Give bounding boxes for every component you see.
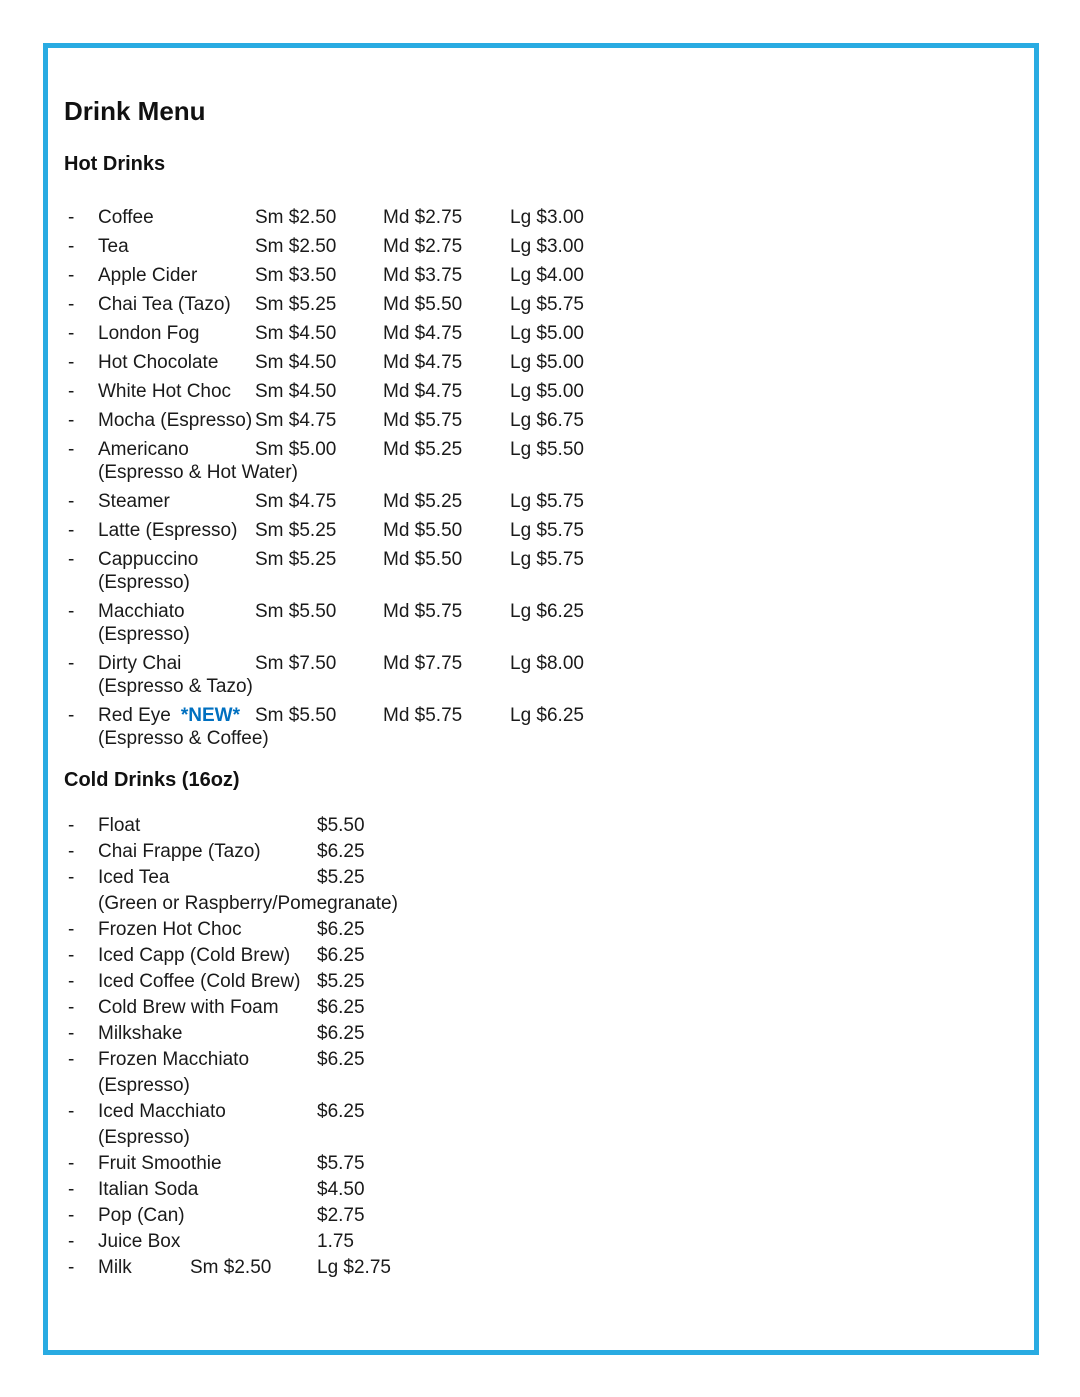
item-name: Milk (98, 1257, 132, 1278)
price-medium: Md $4.75 (383, 381, 463, 402)
menu-item (64, 264, 994, 287)
item-name-cell (98, 943, 317, 969)
item-name: Coffee (98, 207, 154, 228)
bullet-dash: - (68, 815, 75, 836)
bullet-dash: - (68, 841, 75, 862)
item-name: Frozen Hot Choc (98, 919, 242, 940)
price-large: Lg $6.25 (510, 601, 584, 622)
item-note: (Espresso & Tazo) (98, 676, 253, 697)
item-name-cell (98, 519, 255, 542)
item-price: $5.25 (317, 867, 365, 888)
menu-item (64, 206, 994, 229)
page-content (64, 0, 994, 1281)
item-note: (Espresso) (98, 1075, 190, 1096)
item-name-cell (98, 351, 255, 374)
menu-item (64, 600, 994, 646)
menu-item (64, 995, 994, 1021)
price-large: Lg $8.00 (510, 653, 584, 674)
item-name: Iced Macchiato (98, 1101, 226, 1122)
item-name-cell (98, 438, 255, 461)
menu-item-row (64, 1255, 994, 1281)
item-name: London Fog (98, 323, 200, 344)
bullet-dash: - (68, 265, 75, 286)
item-price: $6.25 (317, 945, 365, 966)
section-heading-cold-drinks: Cold Drinks (16oz) (64, 769, 240, 791)
item-name: Italian Soda (98, 1179, 199, 1200)
menu-item (64, 1047, 994, 1099)
item-name-cell (98, 409, 255, 432)
bullet-dash: - (68, 381, 75, 402)
item-name: Cold Brew with Foam (98, 997, 279, 1018)
item-price: $6.25 (317, 1101, 365, 1122)
price-large: Lg $5.00 (510, 381, 584, 402)
menu-item (64, 943, 994, 969)
item-name: Cappuccino (98, 549, 199, 570)
bullet-dash: - (68, 1023, 75, 1044)
item-name: Iced Coffee (Cold Brew) (98, 971, 301, 992)
item-name: Chai Frappe (Tazo) (98, 841, 261, 862)
bullet-dash: - (68, 352, 75, 373)
menu-item (64, 490, 994, 513)
item-name-cell (98, 1021, 317, 1047)
item-name: Iced Capp (Cold Brew) (98, 945, 291, 966)
bullet-dash: - (68, 410, 75, 431)
item-name-cell (98, 839, 317, 865)
item-name: Milkshake (98, 1023, 183, 1044)
price-small: Sm $4.50 (255, 381, 337, 402)
menu-item (64, 351, 994, 374)
menu-item-row (64, 1021, 994, 1047)
menu-item (64, 519, 994, 542)
price-small: Sm $3.50 (255, 265, 337, 286)
menu-item (64, 1255, 994, 1281)
bullet-dash: - (68, 1049, 75, 1070)
menu-item-row (64, 1229, 994, 1255)
item-note: (Green or Raspberry/Pomegranate) (98, 893, 398, 914)
bullet-dash: - (68, 1257, 75, 1278)
price-large: Lg $5.00 (510, 352, 584, 373)
item-name-cell (98, 995, 317, 1021)
price-small: Sm $5.50 (255, 705, 337, 726)
item-price: $2.75 (317, 1205, 365, 1226)
item-name-cell (98, 1203, 317, 1229)
menu-item-row (64, 1203, 994, 1229)
item-name: Fruit Smoothie (98, 1153, 222, 1174)
price-medium: Md $2.75 (383, 207, 463, 228)
item-name: Steamer (98, 491, 170, 512)
item-name: Juice Box (98, 1231, 181, 1252)
menu-item (64, 1151, 994, 1177)
menu-item-row (64, 490, 994, 513)
menu-item-row (64, 652, 994, 675)
price-small: Sm $4.50 (255, 323, 337, 344)
item-note: (Espresso) (98, 572, 190, 593)
menu-item-row (64, 1047, 994, 1073)
price-large: Lg $5.50 (510, 439, 584, 460)
item-name-cell (98, 1047, 317, 1073)
item-name: Latte (Espresso) (98, 520, 238, 541)
item-price: 1.75 (317, 1231, 354, 1252)
price-medium: Md $4.75 (383, 352, 463, 373)
price-medium: Md $5.50 (383, 294, 463, 315)
bullet-dash: - (68, 439, 75, 460)
menu-item (64, 1229, 994, 1255)
item-name-cell (98, 1099, 317, 1125)
item-name-cell (98, 865, 317, 891)
item-name: Apple Cider (98, 265, 198, 286)
menu-item (64, 438, 994, 484)
item-name: Float (98, 815, 141, 836)
menu-item (64, 652, 994, 698)
menu-item (64, 1099, 994, 1151)
item-name-cell (98, 264, 255, 287)
price-large: Lg $2.75 (317, 1257, 391, 1278)
menu-item (64, 380, 994, 403)
item-name: Dirty Chai (98, 653, 182, 674)
item-price: $4.50 (317, 1179, 365, 1200)
item-name-cell (98, 293, 255, 316)
price-large: Lg $5.75 (510, 549, 584, 570)
menu-item (64, 293, 994, 316)
item-name: Chai Tea (Tazo) (98, 294, 231, 315)
price-small: Sm $4.75 (255, 491, 337, 512)
item-note: (Espresso & Coffee) (98, 728, 269, 749)
price-medium: Md $2.75 (383, 236, 463, 257)
menu-item-row (64, 548, 994, 571)
item-name: White Hot Choc (98, 381, 232, 402)
menu-item-row (64, 351, 994, 374)
bullet-dash: - (68, 294, 75, 315)
item-note: (Espresso) (98, 624, 190, 645)
price-small: Sm $4.50 (255, 352, 337, 373)
price-large: Lg $6.25 (510, 705, 584, 726)
price-medium: Md $5.75 (383, 410, 463, 431)
item-name: Hot Chocolate (98, 352, 219, 373)
menu-item (64, 409, 994, 432)
bullet-dash: - (68, 653, 75, 674)
item-name: Red Eye (98, 705, 171, 726)
menu-item-row (64, 1151, 994, 1177)
bullet-dash: - (68, 971, 75, 992)
price-large: Lg $5.75 (510, 491, 584, 512)
price-medium: Md $4.75 (383, 323, 463, 344)
menu-item-row (64, 1099, 994, 1125)
menu-item (64, 704, 994, 750)
price-large: Lg $5.75 (510, 520, 584, 541)
menu-item (64, 969, 994, 995)
page-title: Drink Menu (64, 96, 206, 126)
bullet-dash: - (68, 1231, 75, 1252)
item-name: Mocha (Espresso) (98, 410, 253, 431)
item-name-cell (98, 490, 255, 513)
price-large: Lg $4.00 (510, 265, 584, 286)
item-name-cell (98, 813, 317, 839)
price-small: Sm $5.25 (255, 520, 337, 541)
item-name-cell (98, 1151, 317, 1177)
item-name-cell (98, 704, 255, 727)
menu-item (64, 865, 994, 917)
menu-item-row (64, 917, 994, 943)
price-medium: Md $3.75 (383, 265, 463, 286)
menu-item-row (64, 293, 994, 316)
item-name: Iced Tea (98, 867, 170, 888)
menu-item-row (64, 813, 994, 839)
menu-item (64, 1203, 994, 1229)
item-name: Frozen Macchiato (98, 1049, 250, 1070)
bullet-dash: - (68, 1101, 75, 1122)
item-price: $6.25 (317, 841, 365, 862)
item-price: $5.75 (317, 1153, 365, 1174)
bullet-dash: - (68, 919, 75, 940)
menu-item-row (64, 704, 994, 727)
item-name-cell (98, 1229, 317, 1255)
bullet-dash: - (68, 1153, 75, 1174)
menu-item-row (64, 943, 994, 969)
menu-item-row (64, 235, 994, 258)
menu-item-row (64, 264, 994, 287)
price-small: Sm $5.00 (255, 439, 337, 460)
menu-item (64, 1021, 994, 1047)
bullet-dash: - (68, 491, 75, 512)
price-medium: Md $5.75 (383, 705, 463, 726)
item-name: Tea (98, 236, 129, 257)
section-heading-hot-drinks: Hot Drinks (64, 153, 166, 175)
item-name-cell (98, 1177, 317, 1203)
item-name-cell (98, 548, 255, 571)
menu-item-row (64, 206, 994, 229)
menu-item-row (64, 600, 994, 623)
price-medium: Md $5.50 (383, 520, 463, 541)
menu-item-row (64, 322, 994, 345)
item-price: $6.25 (317, 997, 365, 1018)
hot-drinks-list (64, 206, 994, 750)
item-price: $5.25 (317, 971, 365, 992)
item-name-cell (98, 1255, 190, 1281)
item-name: Macchiato (98, 601, 185, 622)
bullet-dash: - (68, 867, 75, 888)
menu-item (64, 322, 994, 345)
bullet-dash: - (68, 997, 75, 1018)
bullet-dash: - (68, 236, 75, 257)
cold-drinks-list (64, 813, 994, 1281)
price-small: Sm $2.50 (255, 236, 337, 257)
item-name: Americano (98, 439, 189, 460)
price-large: Lg $3.00 (510, 236, 584, 257)
price-small: Sm $5.25 (255, 294, 337, 315)
item-price: $6.25 (317, 1049, 365, 1070)
item-name-cell (98, 322, 255, 345)
bullet-dash: - (68, 323, 75, 344)
item-name-cell (98, 969, 317, 995)
menu-item (64, 917, 994, 943)
price-medium: Md $5.75 (383, 601, 463, 622)
bullet-dash: - (68, 1205, 75, 1226)
bullet-dash: - (68, 549, 75, 570)
price-large: Lg $5.00 (510, 323, 584, 344)
price-small: Sm $7.50 (255, 653, 337, 674)
menu-item-row (64, 519, 994, 542)
menu-item-row (64, 380, 994, 403)
menu-item-row (64, 1177, 994, 1203)
menu-item (64, 839, 994, 865)
price-medium: Md $5.50 (383, 549, 463, 570)
menu-item-row (64, 438, 994, 461)
price-small: Sm $2.50 (190, 1257, 272, 1278)
item-name-cell (98, 917, 317, 943)
item-price: $6.25 (317, 1023, 365, 1044)
menu-item-row (64, 969, 994, 995)
menu-item-row (64, 839, 994, 865)
bullet-dash: - (68, 945, 75, 966)
menu-item (64, 548, 994, 594)
menu-item-row (64, 865, 994, 891)
item-note: (Espresso & Hot Water) (98, 462, 298, 483)
item-price: $5.50 (317, 815, 365, 836)
item-name-cell (98, 600, 255, 623)
price-medium: Md $7.75 (383, 653, 463, 674)
price-large: Lg $3.00 (510, 207, 584, 228)
price-large: Lg $5.75 (510, 294, 584, 315)
item-name-cell (98, 206, 255, 229)
item-name: Pop (Can) (98, 1205, 185, 1226)
menu-item (64, 813, 994, 839)
bullet-dash: - (68, 1179, 75, 1200)
item-name-cell (98, 652, 255, 675)
price-medium: Md $5.25 (383, 491, 463, 512)
price-small: Sm $4.75 (255, 410, 337, 431)
menu-item (64, 1177, 994, 1203)
price-large: Lg $6.75 (510, 410, 584, 431)
item-name-cell (98, 235, 255, 258)
menu-item-row (64, 995, 994, 1021)
item-price: $6.25 (317, 919, 365, 940)
menu-item (64, 235, 994, 258)
price-small: Sm $5.50 (255, 601, 337, 622)
bullet-dash: - (68, 705, 75, 726)
menu-item-row (64, 409, 994, 432)
new-badge: *NEW* (180, 705, 240, 726)
price-small: Sm $5.25 (255, 549, 337, 570)
item-name-cell (98, 380, 255, 403)
bullet-dash: - (68, 601, 75, 622)
item-note: (Espresso) (98, 1127, 190, 1148)
bullet-dash: - (68, 520, 75, 541)
price-medium: Md $5.25 (383, 439, 463, 460)
price-small: Sm $2.50 (255, 207, 337, 228)
bullet-dash: - (68, 207, 75, 228)
